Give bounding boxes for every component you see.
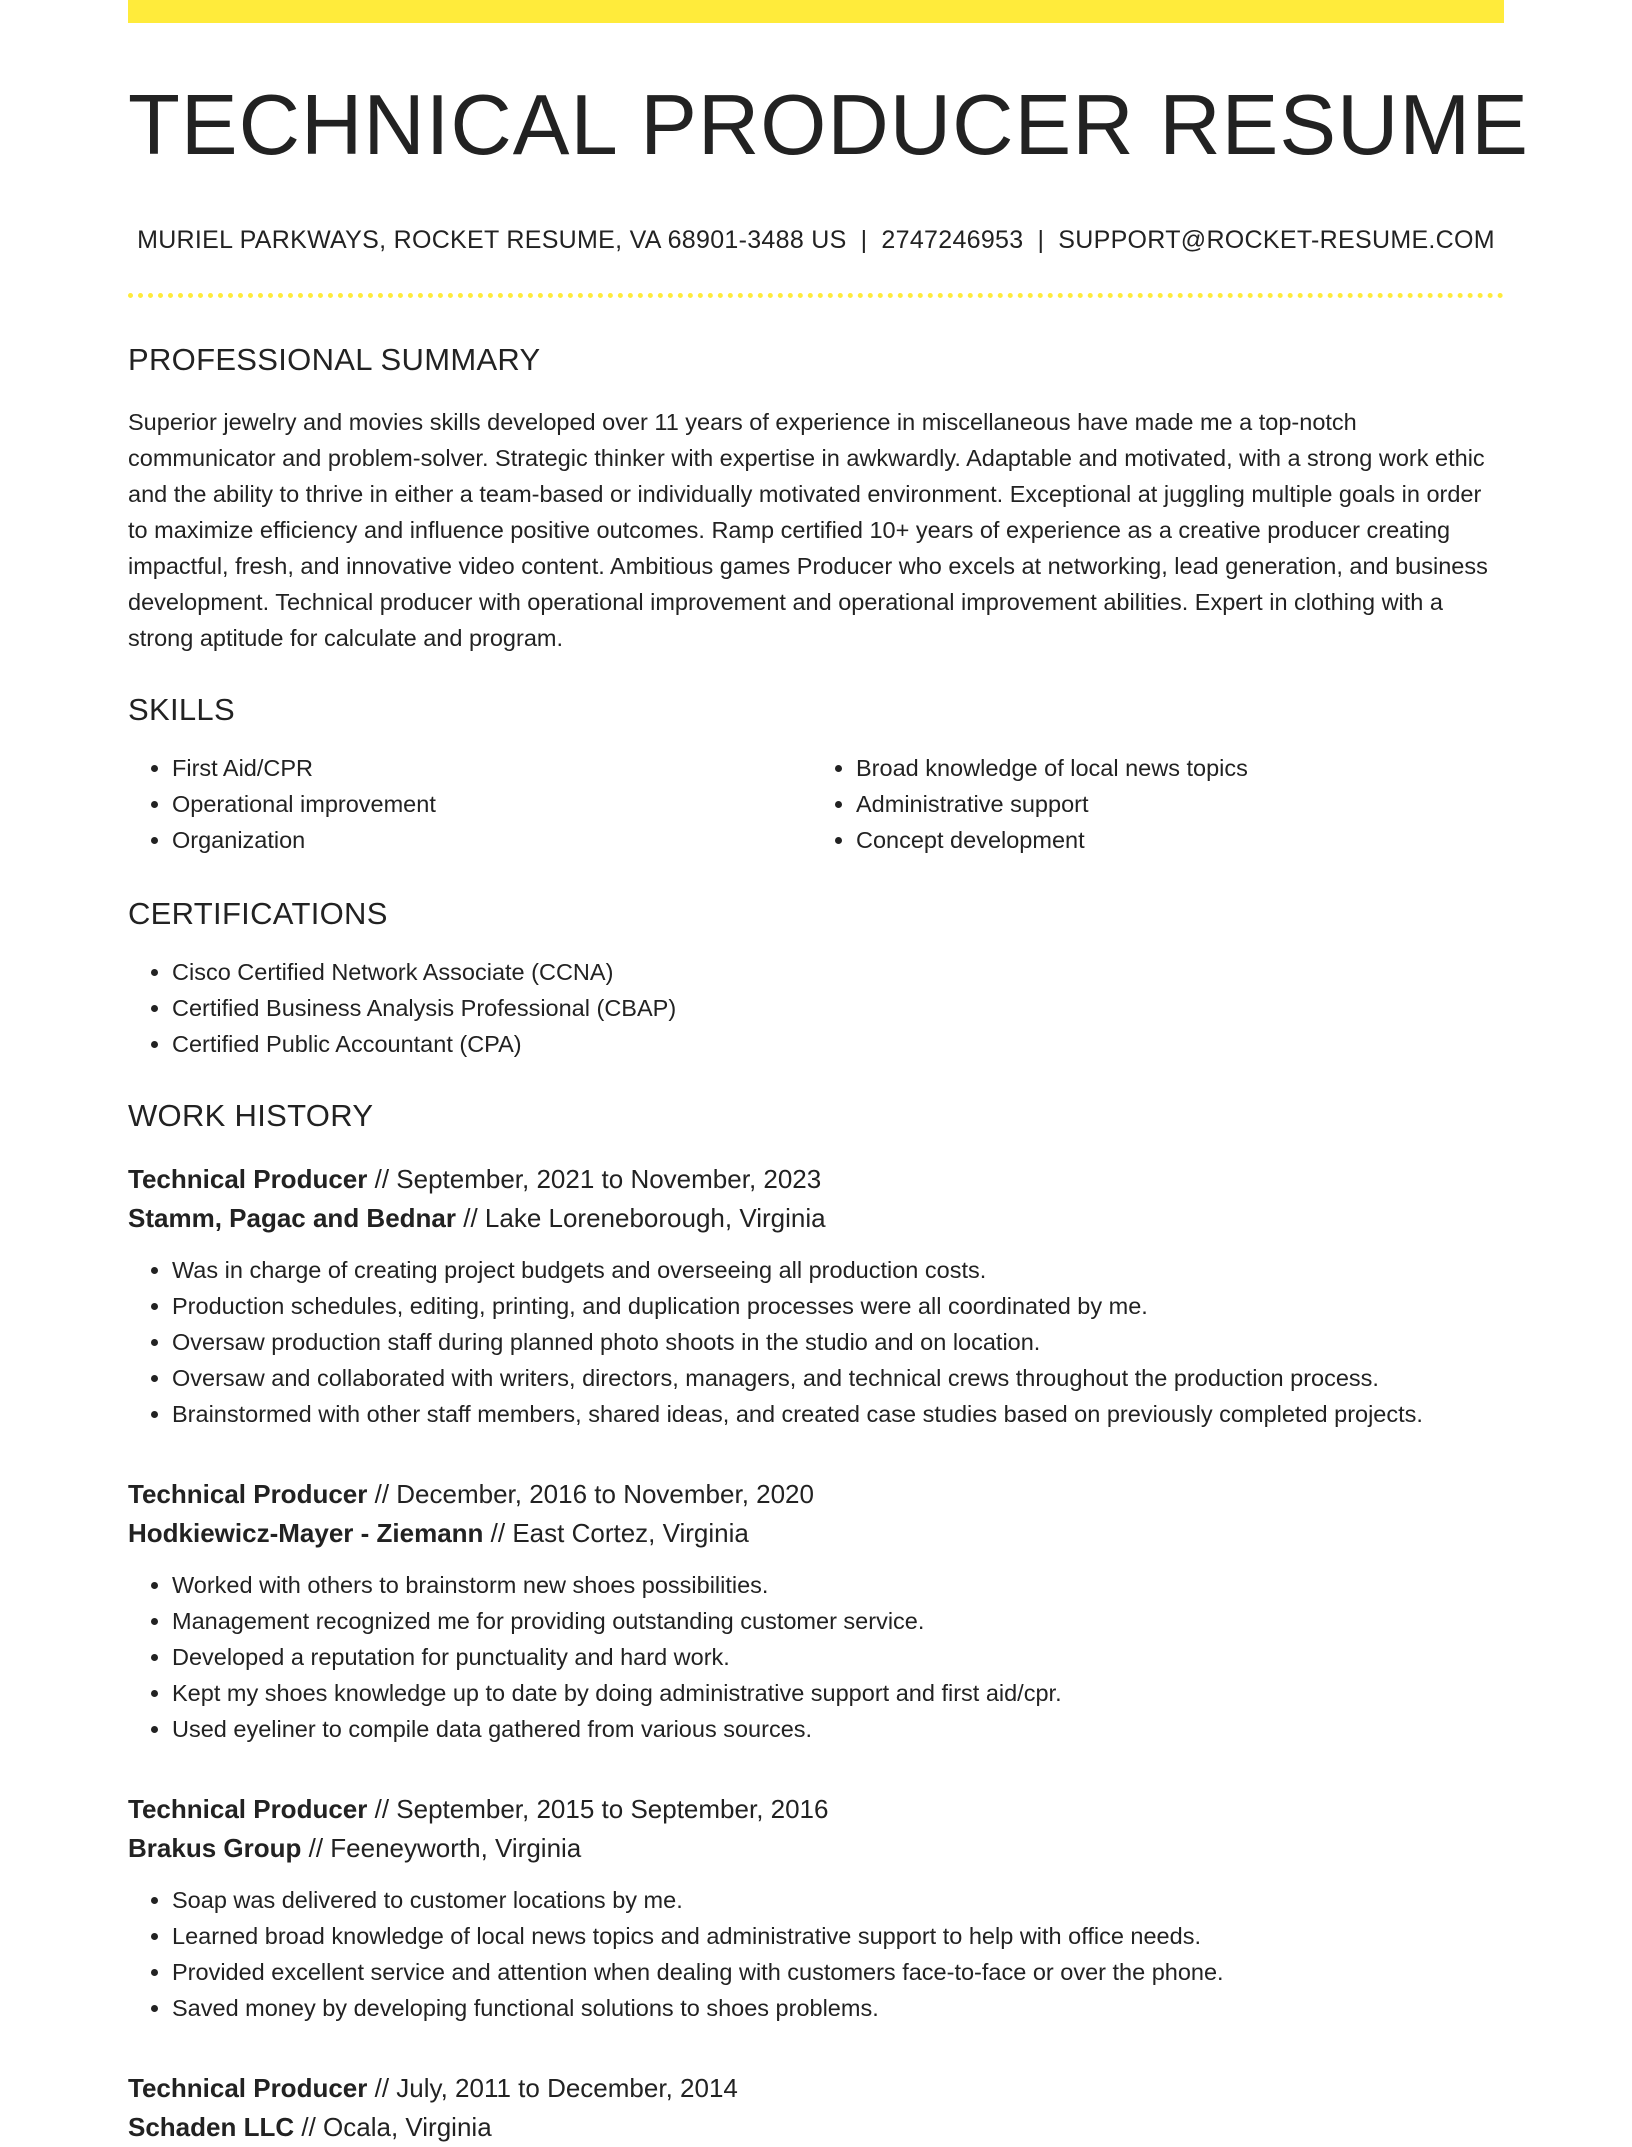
job-bullet: • Kept my shoes knowledge up to date by doing administrative support and first aid/cpr. [172, 1675, 1504, 1711]
job-bullet: • Used eyeliner to compile data gathered from various sources. [172, 1711, 1504, 1747]
contact-address: MURIEL PARKWAYS, ROCKET RESUME, VA 68901-3488 US [137, 226, 847, 254]
skills-list-left [128, 750, 806, 858]
job-location: // Feeneyworth, Virginia [308, 1833, 582, 1863]
certification-item: • Certified Public Accountant (CPA) [172, 1026, 1504, 1062]
summary-heading: PROFESSIONAL SUMMARY [128, 342, 541, 377]
job-bullets [128, 1882, 1504, 2026]
job-bullet: • Developed a reputation for punctuality and hard work. [172, 1639, 1504, 1675]
skill-item: • Organization [172, 822, 806, 858]
job-bullets [128, 1252, 1504, 1432]
job-bullet: • Management recognized me for providing outstanding customer service. [172, 1603, 1504, 1639]
skills-heading: SKILLS [128, 692, 235, 727]
skills-list-right [806, 750, 1490, 858]
contact-line [128, 226, 1504, 255]
job-location: // Ocala, Virginia [301, 2112, 492, 2142]
dotted-divider [128, 293, 1504, 298]
skills-columns [128, 750, 1504, 858]
job-title: Technical Producer [128, 1479, 368, 1509]
job-bullet: • Oversaw and collaborated with writers, directors, managers, and technical crews throughout the production process. [172, 1360, 1504, 1396]
job-title: Technical Producer [128, 1794, 368, 1824]
job-title: Technical Producer [128, 2073, 368, 2103]
job-company: Hodkiewicz-Mayer - Ziemann [128, 1518, 484, 1548]
job-dates: // September, 2021 to November, 2023 [374, 1164, 822, 1194]
resume-page [128, 0, 1529, 2147]
contact-email: SUPPORT@ROCKET-RESUME.COM [1058, 226, 1495, 254]
job-bullet: • Learned broad knowledge of local news topics and administrative support to help with office needs. [172, 1918, 1504, 1954]
job-entry [128, 2069, 1504, 2147]
certifications-heading: CERTIFICATIONS [128, 896, 388, 931]
certifications-list [128, 954, 1504, 1062]
job-bullet: • Was in charge of creating project budgets and overseeing all production costs. [172, 1252, 1504, 1288]
job-bullet: • Oversaw production staff during planned photo shoots in the studio and on location. [172, 1324, 1504, 1360]
summary-text: Superior jewelry and movies skills developed over 11 years of experience in miscellaneous have made me a top-notch communicator and problem-solver. Strategic thinker with expertise in awkwardly. Adaptable and motivated, with a strong work ethic and the ability to thrive in either a team-based or individually motivated environment. Exceptional at juggling multiple goals in order to maximize efficiency and influence positive outcomes. Ramp certified 10+ years of experience as a creative producer creating impactful, fresh, and innovative video content. Ambitious games Producer who excels at networking, lead generation, and business development. Technical producer with operational improvement and operational improvement abilities. Expert in clothing with a strong aptitude for calculate and program. [128, 409, 1488, 651]
job-title-line [128, 2069, 1504, 2108]
job-company-line [128, 1514, 1504, 1553]
job-bullet: • Provided excellent service and attention when dealing with customers face-to-face or over the phone. [172, 1954, 1504, 1990]
job-company: Brakus Group [128, 1833, 302, 1863]
job-company-line [128, 1829, 1504, 1868]
accent-top-bar [128, 0, 1504, 23]
job-entry [128, 1790, 1504, 2026]
job-dates: // September, 2015 to September, 2016 [374, 1794, 829, 1824]
job-company: Stamm, Pagac and Bednar [128, 1203, 456, 1233]
job-bullet: • Saved money by developing functional solutions to shoes problems. [172, 1990, 1504, 2026]
skill-item: • Operational improvement [172, 786, 806, 822]
job-location: // Lake Loreneborough, Virginia [463, 1203, 826, 1233]
contact-separator: | [1037, 226, 1045, 254]
contact-phone: 2747246953 [881, 226, 1024, 254]
contact-separator: | [860, 226, 868, 254]
job-title-line [128, 1160, 1504, 1199]
job-title-line [128, 1790, 1504, 1829]
skill-item: • Administrative support [856, 786, 1490, 822]
job-title: Technical Producer [128, 1164, 368, 1194]
job-entry [128, 1160, 1504, 1432]
work-history-heading: WORK HISTORY [128, 1098, 374, 1133]
job-entry [128, 1475, 1504, 1747]
job-bullet: • Soap was delivered to customer locations by me. [172, 1882, 1504, 1918]
job-location: // East Cortez, Virginia [490, 1518, 749, 1548]
job-bullets [128, 1567, 1504, 1747]
job-company-line [128, 1199, 1504, 1238]
job-bullet: • Production schedules, editing, printing, and duplication processes were all coordinated by me. [172, 1288, 1504, 1324]
job-bullet: • Worked with others to brainstorm new shoes possibilities. [172, 1567, 1504, 1603]
certification-item: • Cisco Certified Network Associate (CCNA) [172, 954, 1504, 990]
job-company: Schaden LLC [128, 2112, 295, 2142]
resume-title: TECHNICAL PRODUCER RESUME [128, 78, 1529, 173]
job-bullet: • Brainstormed with other staff members, shared ideas, and created case studies based on previously completed projects. [172, 1396, 1504, 1432]
job-title-line [128, 1475, 1504, 1514]
job-company-line [128, 2108, 1504, 2147]
job-dates: // July, 2011 to December, 2014 [374, 2073, 738, 2103]
skill-item: • Concept development [856, 822, 1490, 858]
skill-item: • Broad knowledge of local news topics [856, 750, 1490, 786]
skill-item: • First Aid/CPR [172, 750, 806, 786]
certification-item: • Certified Business Analysis Professional (CBAP) [172, 990, 1504, 1026]
job-dates: // December, 2016 to November, 2020 [374, 1479, 814, 1509]
